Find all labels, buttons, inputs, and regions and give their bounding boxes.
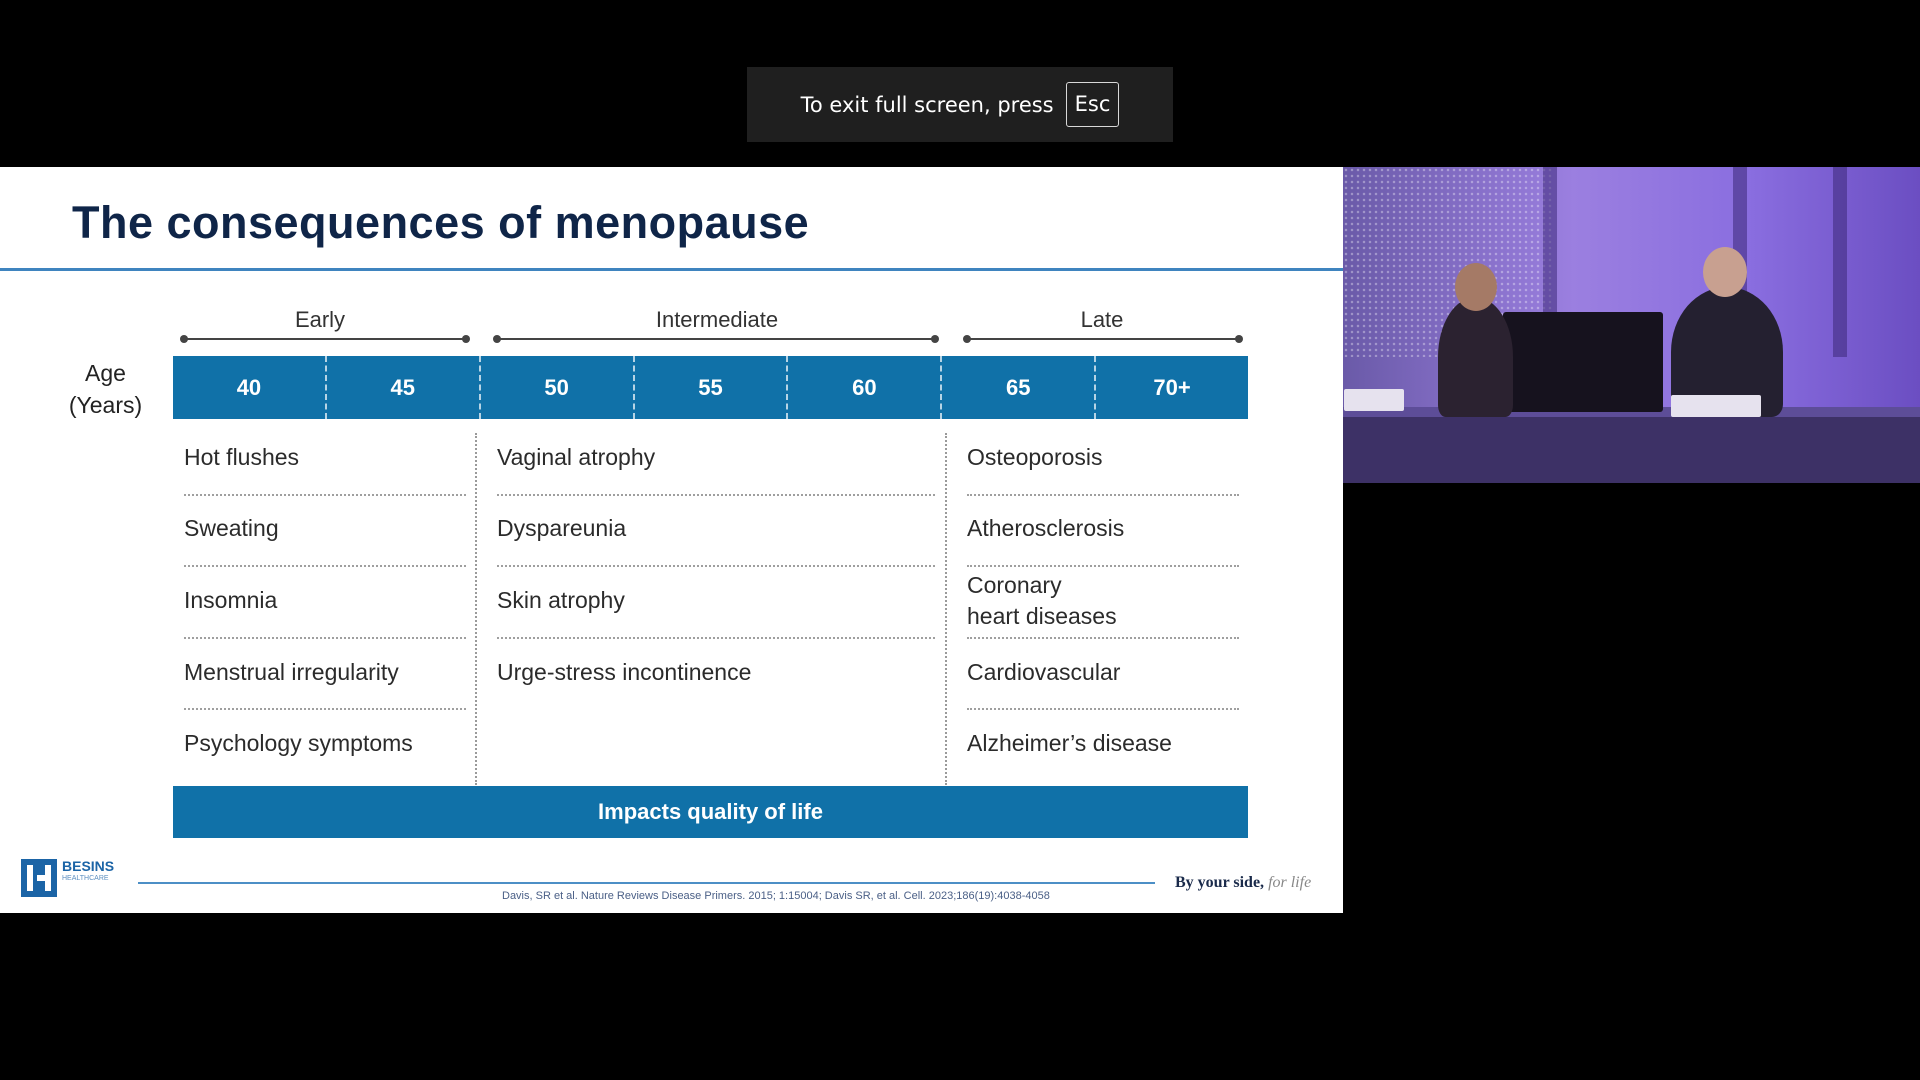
row-divider xyxy=(967,708,1239,710)
esc-key-hint: Esc xyxy=(1066,82,1120,127)
stage-early: Early xyxy=(294,307,346,332)
late-item: Atherosclerosis xyxy=(967,515,1125,541)
tagline xyxy=(1175,874,1311,892)
stage-intermediate: Intermediate xyxy=(655,307,779,332)
age-scale-bar xyxy=(173,356,1248,419)
logo-text: BESINS xyxy=(62,858,115,874)
panelist-left xyxy=(1438,297,1513,417)
tagline-main: By your side, xyxy=(1175,874,1265,891)
toast-message: To exit full screen, press xyxy=(800,92,1054,117)
age-axis-label xyxy=(58,357,153,421)
row-divider xyxy=(184,565,466,567)
late-item: Cardiovascular xyxy=(967,659,1121,685)
stage-late: Late xyxy=(1080,307,1124,332)
tagline-script: for life xyxy=(1268,874,1312,891)
age-70-plus: 70+ xyxy=(1094,356,1248,419)
fullscreen-exit-toast xyxy=(747,67,1173,142)
early-item: Hot flushes xyxy=(184,444,300,470)
stage-late-bracket xyxy=(967,338,1239,340)
presentation-slide xyxy=(0,167,1343,913)
age-60: 60 xyxy=(786,356,940,419)
intermediate-item: Vaginal atrophy xyxy=(497,444,656,470)
age-40: 40 xyxy=(236,374,262,400)
row-divider xyxy=(184,708,466,710)
stage-intermediate-bracket xyxy=(497,338,935,340)
speaker-video-feed xyxy=(1343,167,1920,483)
age-65: 65 xyxy=(940,356,1094,419)
age-label-line2: (Years) xyxy=(68,392,143,419)
age-50: 50 xyxy=(479,356,633,419)
early-item: Psychology symptoms xyxy=(184,730,413,756)
late-item: Coronary heart diseases xyxy=(967,572,1117,629)
intermediate-item: Urge-stress incontinence xyxy=(497,659,752,685)
citation-text: Davis, SR et al. Nature Reviews Disease Primers. 2015; 1:15004; Davis SR, et al. Cell. 2023;186(19):4038-4058 xyxy=(502,890,1050,902)
footer-divider xyxy=(138,882,1155,884)
age-label-line1: Age xyxy=(85,360,126,386)
intermediate-item: Dyspareunia xyxy=(497,515,627,541)
title-divider xyxy=(0,268,1343,271)
impact-banner: Impacts quality of life xyxy=(173,786,1248,838)
late-item: Alzheimer’s disease xyxy=(967,730,1172,756)
row-divider xyxy=(967,565,1239,567)
early-item: Menstrual irregularity xyxy=(184,659,399,685)
column-divider-2 xyxy=(945,433,947,785)
age-45: 45 xyxy=(325,356,479,419)
stage-early-bracket xyxy=(184,338,466,340)
logo-subtext: HEALTHCARE xyxy=(62,875,109,882)
early-item: Insomnia xyxy=(184,587,278,613)
besins-logo-icon xyxy=(21,859,57,897)
row-divider xyxy=(184,494,466,496)
late-item: Osteoporosis xyxy=(967,444,1103,470)
row-divider xyxy=(497,565,935,567)
row-divider xyxy=(184,637,466,639)
early-item: Sweating xyxy=(184,515,279,541)
slide-title: The consequences of menopause xyxy=(72,197,810,248)
intermediate-item: Skin atrophy xyxy=(497,587,625,613)
row-divider xyxy=(967,637,1239,639)
row-divider xyxy=(967,494,1239,496)
age-55: 55 xyxy=(633,356,787,419)
column-divider-1 xyxy=(475,433,477,785)
row-divider xyxy=(497,637,935,639)
row-divider xyxy=(497,494,935,496)
